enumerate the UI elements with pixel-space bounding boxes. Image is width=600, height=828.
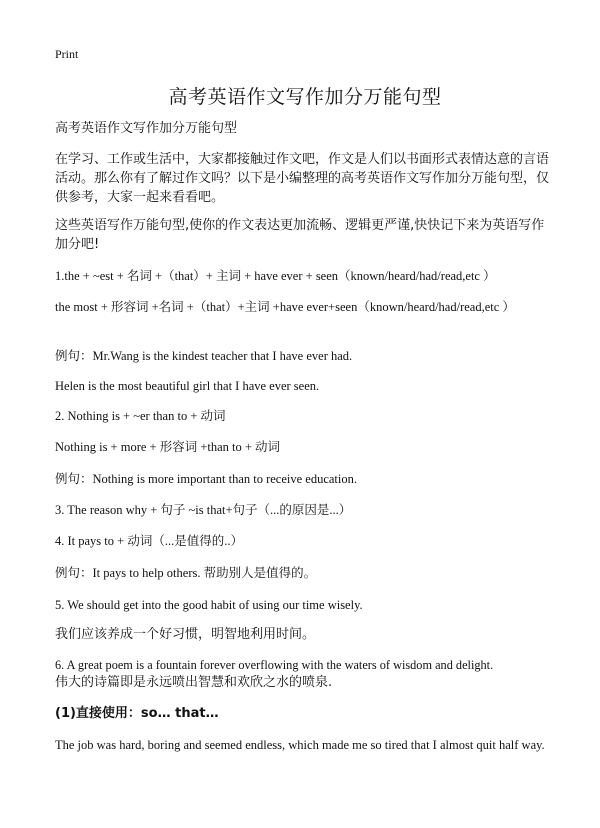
pattern-2b: Nothing is + more + 形容词 +than to + 动词 — [55, 440, 281, 454]
pattern-1: 1.the + ~est + 名词 +（that）+ 主词 + have ever + seen（known/heard/had/read,etc ） — [55, 269, 496, 283]
page-title: 高考英语作文写作加分万能句型 — [168, 86, 442, 108]
sentence-6: 6. A great poem is a fountain forever overflowing with the waters of wisdom and delight. — [55, 658, 494, 672]
example-1b: Helen is the most beautiful girl that I have ever seen. — [55, 379, 320, 393]
intro-paragraph-2: 这些英语写作万能句型,使你的作文表达更加流畅、逻辑更严谨,快快记下来为英语写作加分吧! — [55, 218, 545, 252]
pattern-2: 2. Nothing is + ~er than to + 动词 — [55, 409, 226, 423]
intro-paragraph-1: 在学习、工作或生活中，大家都接触过作文吧，作文是人们以书面形式表情达意的言语活动。那么你有了解过作文吗？以下是小编整理的高考英语作文写作加分万能句型，仅供参考，大家一起来看看吧。 — [55, 152, 550, 205]
section-heading-1: (1)直接使用：so… that… — [55, 706, 219, 721]
sentence-5: 5. We should get into the good habit of using our time wisely. — [55, 598, 363, 612]
sentence-7: The job was hard, boring and seemed endless, which made me so tired that I almost quit half way. — [55, 738, 545, 752]
sentence-5-translation: 我们应该养成一个好习惯，明智地利用时间。 — [55, 627, 316, 642]
example-1a: 例句：Mr.Wang is the kindest teacher that I have ever had. — [55, 349, 353, 363]
example-4: 例句：It pays to help others. 帮助别人是值得的。 — [55, 566, 317, 580]
subtitle: 高考英语作文写作加分万能句型 — [55, 121, 238, 136]
pattern-4: 4. It pays to + 动词（...是值得的..） — [55, 534, 243, 548]
pattern-1b: the most + 形容词 +名词 +（that）+主词 +have ever+seen（known/heard/had/read,etc ） — [55, 300, 515, 314]
pattern-3: 3. The reason why + 句子 ~is that+句子（...的原因是...） — [55, 503, 352, 517]
print-label: Print — [55, 47, 79, 61]
sentence-6-translation: 伟大的诗篇即是永远喷出智慧和欢欣之水的喷泉. — [55, 675, 333, 690]
example-2: 例句：Nothing is more important than to receive education. — [55, 472, 358, 486]
